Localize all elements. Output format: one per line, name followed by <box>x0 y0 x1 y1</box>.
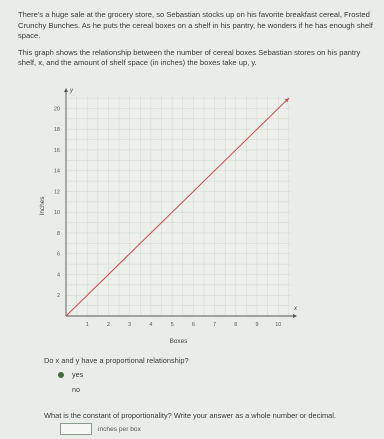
x-tick-label: 6 <box>191 322 195 328</box>
choice-yes[interactable] <box>58 370 83 379</box>
y-tick-label: 16 <box>53 147 60 154</box>
x-tick-label: 1 <box>85 322 89 328</box>
x-axis-letter: x <box>294 306 297 312</box>
question-constant: What is the constant of proportionality? Write your answer as a whole number or decimal. <box>44 411 336 420</box>
question-proportional: Do x and y have a proportional relationship? <box>44 356 189 365</box>
x-tick-label: 8 <box>234 322 238 328</box>
choice-yes-label: yes <box>72 370 84 379</box>
y-tick-label: 10 <box>53 210 60 217</box>
answer-unit-label: inches per box <box>98 425 141 433</box>
y-tick-label: 2 <box>56 293 60 300</box>
y-axis-arrow-icon <box>64 88 68 92</box>
answer-row <box>60 423 141 435</box>
x-axis-arrow-icon <box>293 314 297 318</box>
y-tick-label: 6 <box>56 251 60 258</box>
radio-selected-icon[interactable] <box>58 372 64 378</box>
problem-paragraph-1: There's a huge sale at the grocery store, so Sebastian stocks up on his favorite breakfast cereal, Frosted Crunchy Bunches. As he puts the cereal boxes on a shelf in his pantry, he wonders if he has enough shelf space. <box>18 10 373 40</box>
y-axis-letter: y <box>70 88 73 94</box>
y-tick-label: 18 <box>53 127 60 134</box>
y-tick-label: 8 <box>56 230 60 237</box>
x-tick-label: 3 <box>128 322 132 328</box>
answer-input[interactable] <box>60 423 92 435</box>
y-tick-label: 4 <box>56 272 60 279</box>
choice-no-label: no <box>72 385 80 394</box>
x-tick-label: 9 <box>255 322 259 328</box>
x-tick-label: 4 <box>149 322 153 328</box>
problem-paragraph-2: This graph shows the relationship between the number of cereal boxes Sebastian stores on his pantry shelf, x, and the amount of shelf space (in inches) the boxes take up, y. <box>18 47 361 67</box>
x-tick-label: 2 <box>106 322 110 328</box>
x-axis-label: Boxes <box>169 338 188 345</box>
x-tick-label: 7 <box>213 322 217 328</box>
y-axis-label: Inches <box>39 196 46 216</box>
x-tick-label: 5 <box>170 322 174 328</box>
choice-no[interactable] <box>58 385 80 394</box>
y-tick-label: 12 <box>53 189 60 196</box>
x-tick-label: 10 <box>275 322 282 328</box>
y-tick-label: 14 <box>53 168 60 175</box>
y-tick-label: 20 <box>53 106 60 113</box>
